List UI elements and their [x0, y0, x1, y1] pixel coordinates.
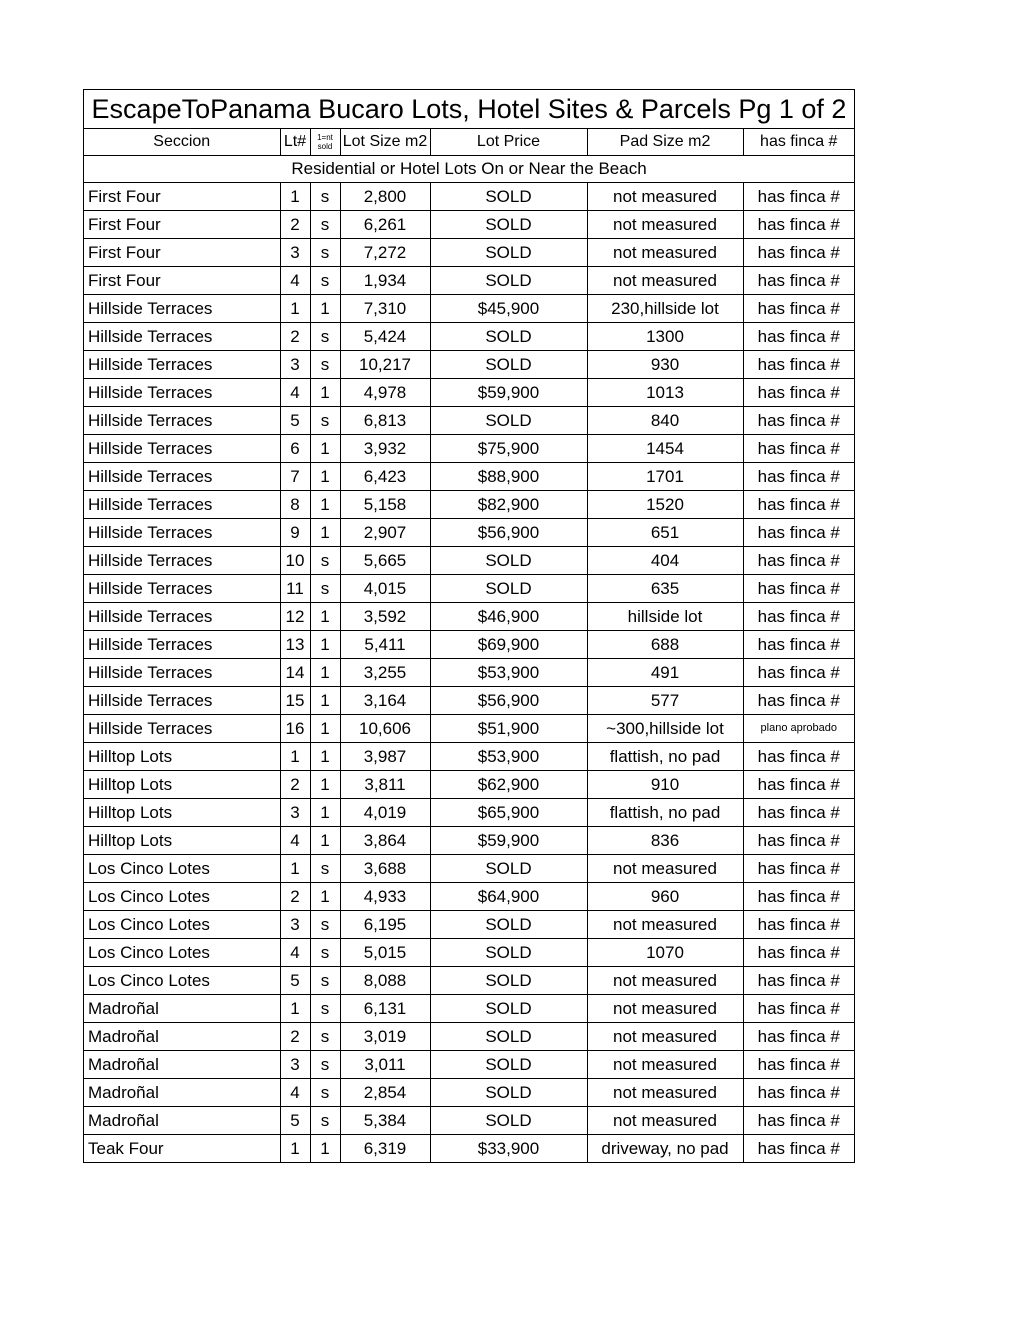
- cell-lot-number: 9: [280, 519, 310, 547]
- cell-seccion: Hillside Terraces: [84, 463, 280, 491]
- cell-lot-price: $64,900: [430, 883, 587, 911]
- cell-status: s: [310, 351, 340, 379]
- cell-pad-size: not measured: [587, 267, 743, 295]
- cell-lot-number: 5: [280, 407, 310, 435]
- table-row: [84, 771, 854, 799]
- cell-lot-number: 5: [280, 967, 310, 995]
- cell-status: 1: [310, 631, 340, 659]
- cell-lot-number: 2: [280, 211, 310, 239]
- section-banner: Residential or Hotel Lots On or Near the Beach: [84, 156, 854, 183]
- cell-lot-price: $53,900: [430, 743, 587, 771]
- cell-lot-size: 3,688: [340, 855, 430, 883]
- cell-lot-size: 6,261: [340, 211, 430, 239]
- table-row: [84, 939, 854, 967]
- cell-status: 1: [310, 827, 340, 855]
- table-row: [84, 1079, 854, 1107]
- cell-lot-number: 1: [280, 995, 310, 1023]
- cell-pad-size: 1520: [587, 491, 743, 519]
- cell-seccion: Hillside Terraces: [84, 603, 280, 631]
- cell-lot-size: 3,811: [340, 771, 430, 799]
- cell-seccion: First Four: [84, 183, 280, 211]
- cell-pad-size: 836: [587, 827, 743, 855]
- cell-lot-price: $46,900: [430, 603, 587, 631]
- cell-lot-price: SOLD: [430, 211, 587, 239]
- cell-lot-price: $75,900: [430, 435, 587, 463]
- cell-lot-number: 3: [280, 351, 310, 379]
- cell-lot-price: $56,900: [430, 687, 587, 715]
- cell-status: 1: [310, 1135, 340, 1163]
- cell-finca: has finca #: [743, 911, 854, 939]
- cell-lot-number: 10: [280, 547, 310, 575]
- cell-finca: has finca #: [743, 687, 854, 715]
- cell-lot-price: SOLD: [430, 939, 587, 967]
- cell-lot-number: 4: [280, 827, 310, 855]
- cell-seccion: Hilltop Lots: [84, 743, 280, 771]
- cell-lot-size: 2,854: [340, 1079, 430, 1107]
- cell-lot-size: 6,131: [340, 995, 430, 1023]
- cell-lot-price: SOLD: [430, 183, 587, 211]
- cell-lot-size: 4,933: [340, 883, 430, 911]
- cell-status: 1: [310, 687, 340, 715]
- table-row: [84, 519, 854, 547]
- cell-status: s: [310, 967, 340, 995]
- table-row: [84, 715, 854, 743]
- cell-lot-number: 15: [280, 687, 310, 715]
- cell-finca: has finca #: [743, 855, 854, 883]
- table-row: [84, 603, 854, 631]
- cell-status: s: [310, 407, 340, 435]
- cell-seccion: Hillside Terraces: [84, 519, 280, 547]
- cell-lot-price: SOLD: [430, 547, 587, 575]
- cell-finca: has finca #: [743, 1107, 854, 1135]
- cell-status: 1: [310, 659, 340, 687]
- cell-status: 1: [310, 771, 340, 799]
- cell-lot-price: SOLD: [430, 575, 587, 603]
- table-row: [84, 295, 854, 323]
- cell-pad-size: not measured: [587, 1107, 743, 1135]
- cell-pad-size: not measured: [587, 1051, 743, 1079]
- cell-lot-price: $69,900: [430, 631, 587, 659]
- table-row: [84, 743, 854, 771]
- cell-lot-number: 7: [280, 463, 310, 491]
- cell-lot-number: 1: [280, 1135, 310, 1163]
- table-row: [84, 211, 854, 239]
- cell-lot-size: 3,864: [340, 827, 430, 855]
- cell-status: s: [310, 855, 340, 883]
- cell-pad-size: 1701: [587, 463, 743, 491]
- cell-lot-size: 3,987: [340, 743, 430, 771]
- cell-pad-size: 404: [587, 547, 743, 575]
- cell-seccion: Hilltop Lots: [84, 771, 280, 799]
- cell-lot-price: $53,900: [430, 659, 587, 687]
- cell-status: s: [310, 911, 340, 939]
- cell-pad-size: not measured: [587, 967, 743, 995]
- cell-status: s: [310, 1079, 340, 1107]
- cell-status: 1: [310, 883, 340, 911]
- cell-finca: has finca #: [743, 1051, 854, 1079]
- cell-seccion: Hillside Terraces: [84, 547, 280, 575]
- cell-lot-number: 1: [280, 295, 310, 323]
- cell-lot-price: SOLD: [430, 967, 587, 995]
- cell-lot-number: 1: [280, 855, 310, 883]
- cell-seccion: Los Cinco Lotes: [84, 939, 280, 967]
- cell-lot-price: SOLD: [430, 407, 587, 435]
- cell-lot-size: 2,907: [340, 519, 430, 547]
- cell-pad-size: 1300: [587, 323, 743, 351]
- cell-status: 1: [310, 715, 340, 743]
- cell-finca: has finca #: [743, 939, 854, 967]
- cell-pad-size: not measured: [587, 183, 743, 211]
- cell-seccion: Madroñal: [84, 1051, 280, 1079]
- cell-pad-size: 577: [587, 687, 743, 715]
- cell-seccion: First Four: [84, 267, 280, 295]
- cell-seccion: Hillside Terraces: [84, 323, 280, 351]
- cell-pad-size: 1070: [587, 939, 743, 967]
- cell-lot-number: 14: [280, 659, 310, 687]
- cell-lot-size: 5,411: [340, 631, 430, 659]
- cell-status: 1: [310, 743, 340, 771]
- cell-status: s: [310, 575, 340, 603]
- table-row: [84, 379, 854, 407]
- cell-finca: plano aprobado: [743, 715, 854, 743]
- cell-lot-size: 8,088: [340, 967, 430, 995]
- header-status-bottom: sold: [317, 142, 333, 151]
- cell-pad-size: 688: [587, 631, 743, 659]
- cell-lot-size: 3,932: [340, 435, 430, 463]
- header-finca: has finca #: [743, 129, 854, 156]
- cell-seccion: First Four: [84, 239, 280, 267]
- cell-lot-price: SOLD: [430, 995, 587, 1023]
- cell-finca: has finca #: [743, 631, 854, 659]
- cell-lot-number: 1: [280, 743, 310, 771]
- cell-seccion: Hillside Terraces: [84, 687, 280, 715]
- cell-lot-price: $59,900: [430, 379, 587, 407]
- cell-lot-number: 16: [280, 715, 310, 743]
- table-row: [84, 575, 854, 603]
- cell-lot-number: 5: [280, 1107, 310, 1135]
- cell-lot-number: 12: [280, 603, 310, 631]
- cell-pad-size: 960: [587, 883, 743, 911]
- table-row: [84, 239, 854, 267]
- cell-status: s: [310, 1107, 340, 1135]
- cell-finca: has finca #: [743, 827, 854, 855]
- cell-seccion: Hillside Terraces: [84, 295, 280, 323]
- table-row: [84, 855, 854, 883]
- cell-finca: has finca #: [743, 379, 854, 407]
- cell-pad-size: hillside lot: [587, 603, 743, 631]
- cell-finca: has finca #: [743, 995, 854, 1023]
- cell-lot-number: 13: [280, 631, 310, 659]
- cell-status: s: [310, 995, 340, 1023]
- cell-lot-price: $51,900: [430, 715, 587, 743]
- cell-pad-size: 635: [587, 575, 743, 603]
- title-row: [84, 90, 854, 129]
- table-row: [84, 407, 854, 435]
- table-row: [84, 1135, 854, 1163]
- cell-lot-number: 1: [280, 183, 310, 211]
- header-status-top: 1=nt: [317, 133, 333, 142]
- cell-lot-price: $56,900: [430, 519, 587, 547]
- cell-finca: has finca #: [743, 883, 854, 911]
- cell-seccion: Hilltop Lots: [84, 799, 280, 827]
- cell-seccion: Los Cinco Lotes: [84, 967, 280, 995]
- table-row: [84, 323, 854, 351]
- table-row: [84, 883, 854, 911]
- cell-lot-price: $88,900: [430, 463, 587, 491]
- table-row: [84, 351, 854, 379]
- cell-seccion: Hillside Terraces: [84, 659, 280, 687]
- cell-lot-size: 3,592: [340, 603, 430, 631]
- table-row: [84, 967, 854, 995]
- cell-finca: has finca #: [743, 1023, 854, 1051]
- cell-lot-price: SOLD: [430, 1107, 587, 1135]
- cell-lot-size: 5,424: [340, 323, 430, 351]
- cell-pad-size: driveway, no pad: [587, 1135, 743, 1163]
- cell-pad-size: 230,hillside lot: [587, 295, 743, 323]
- table-row: [84, 827, 854, 855]
- cell-lot-size: 5,665: [340, 547, 430, 575]
- cell-lot-number: 2: [280, 883, 310, 911]
- table-row: [84, 435, 854, 463]
- header-lot-price: Lot Price: [430, 129, 587, 156]
- table-row: [84, 1051, 854, 1079]
- cell-pad-size: not measured: [587, 911, 743, 939]
- cell-seccion: Los Cinco Lotes: [84, 855, 280, 883]
- cell-seccion: Los Cinco Lotes: [84, 883, 280, 911]
- cell-finca: has finca #: [743, 407, 854, 435]
- cell-lot-size: 5,384: [340, 1107, 430, 1135]
- header-pad-size: Pad Size m2: [587, 129, 743, 156]
- cell-status: s: [310, 939, 340, 967]
- cell-finca: has finca #: [743, 519, 854, 547]
- cell-lot-price: $59,900: [430, 827, 587, 855]
- cell-seccion: Hillside Terraces: [84, 407, 280, 435]
- table-row: [84, 267, 854, 295]
- cell-lot-size: 1,934: [340, 267, 430, 295]
- cell-finca: has finca #: [743, 547, 854, 575]
- cell-seccion: Hillside Terraces: [84, 351, 280, 379]
- cell-seccion: Hilltop Lots: [84, 827, 280, 855]
- cell-lot-size: 4,978: [340, 379, 430, 407]
- cell-pad-size: not measured: [587, 211, 743, 239]
- table-row: [84, 659, 854, 687]
- cell-status: s: [310, 211, 340, 239]
- cell-finca: has finca #: [743, 463, 854, 491]
- cell-seccion: Madroñal: [84, 1023, 280, 1051]
- cell-seccion: Madroñal: [84, 1079, 280, 1107]
- cell-finca: has finca #: [743, 967, 854, 995]
- cell-lot-number: 4: [280, 267, 310, 295]
- cell-lot-size: 5,158: [340, 491, 430, 519]
- cell-finca: has finca #: [743, 267, 854, 295]
- header-lot-size: Lot Size m2: [340, 129, 430, 156]
- cell-finca: has finca #: [743, 491, 854, 519]
- cell-lot-price: SOLD: [430, 1023, 587, 1051]
- cell-lot-price: $45,900: [430, 295, 587, 323]
- cell-finca: has finca #: [743, 295, 854, 323]
- cell-pad-size: 840: [587, 407, 743, 435]
- cell-lot-number: 2: [280, 1023, 310, 1051]
- cell-lot-size: 4,019: [340, 799, 430, 827]
- cell-lot-size: 3,011: [340, 1051, 430, 1079]
- cell-status: s: [310, 1023, 340, 1051]
- cell-lot-number: 2: [280, 323, 310, 351]
- table-row: [84, 911, 854, 939]
- cell-seccion: Madroñal: [84, 995, 280, 1023]
- cell-status: 1: [310, 435, 340, 463]
- cell-lot-price: SOLD: [430, 1079, 587, 1107]
- table-row: [84, 1023, 854, 1051]
- cell-lot-size: 6,423: [340, 463, 430, 491]
- cell-status: s: [310, 547, 340, 575]
- cell-lot-size: 7,272: [340, 239, 430, 267]
- cell-lot-price: SOLD: [430, 351, 587, 379]
- cell-lot-price: $82,900: [430, 491, 587, 519]
- cell-lot-size: 10,606: [340, 715, 430, 743]
- cell-lot-number: 6: [280, 435, 310, 463]
- cell-lot-price: SOLD: [430, 239, 587, 267]
- cell-lot-price: $33,900: [430, 1135, 587, 1163]
- table-row: [84, 687, 854, 715]
- cell-seccion: Hillside Terraces: [84, 379, 280, 407]
- cell-lot-number: 8: [280, 491, 310, 519]
- cell-status: 1: [310, 799, 340, 827]
- cell-seccion: Hillside Terraces: [84, 715, 280, 743]
- header-status: [310, 129, 340, 156]
- cell-finca: has finca #: [743, 435, 854, 463]
- cell-seccion: Teak Four: [84, 1135, 280, 1163]
- cell-finca: has finca #: [743, 211, 854, 239]
- header-lot-number: Lt#: [280, 129, 310, 156]
- cell-pad-size: 910: [587, 771, 743, 799]
- cell-pad-size: not measured: [587, 855, 743, 883]
- cell-lot-number: 11: [280, 575, 310, 603]
- cell-finca: has finca #: [743, 771, 854, 799]
- cell-seccion: Hillside Terraces: [84, 491, 280, 519]
- cell-finca: has finca #: [743, 351, 854, 379]
- cell-lot-size: 3,019: [340, 1023, 430, 1051]
- cell-pad-size: 491: [587, 659, 743, 687]
- cell-lot-number: 4: [280, 939, 310, 967]
- table-row: [84, 1107, 854, 1135]
- cell-seccion: Madroñal: [84, 1107, 280, 1135]
- cell-lot-number: 3: [280, 239, 310, 267]
- cell-pad-size: 1013: [587, 379, 743, 407]
- cell-status: s: [310, 183, 340, 211]
- cell-lot-price: $65,900: [430, 799, 587, 827]
- cell-pad-size: flattish, no pad: [587, 799, 743, 827]
- cell-lot-price: SOLD: [430, 323, 587, 351]
- cell-finca: has finca #: [743, 1135, 854, 1163]
- cell-lot-size: 7,310: [340, 295, 430, 323]
- header-seccion: Seccion: [84, 129, 280, 156]
- cell-lot-price: SOLD: [430, 1051, 587, 1079]
- header-row: [84, 129, 854, 156]
- table-row: [84, 995, 854, 1023]
- cell-status: 1: [310, 491, 340, 519]
- cell-seccion: Hillside Terraces: [84, 435, 280, 463]
- cell-status: 1: [310, 463, 340, 491]
- cell-finca: has finca #: [743, 799, 854, 827]
- cell-finca: has finca #: [743, 239, 854, 267]
- cell-finca: has finca #: [743, 575, 854, 603]
- cell-lot-number: 4: [280, 379, 310, 407]
- cell-lot-price: SOLD: [430, 911, 587, 939]
- cell-lot-size: 4,015: [340, 575, 430, 603]
- cell-pad-size: 1454: [587, 435, 743, 463]
- cell-lot-number: 3: [280, 799, 310, 827]
- cell-status: s: [310, 1051, 340, 1079]
- cell-lot-number: 3: [280, 1051, 310, 1079]
- cell-pad-size: 930: [587, 351, 743, 379]
- table-row: [84, 463, 854, 491]
- cell-lot-number: 2: [280, 771, 310, 799]
- cell-pad-size: ~300,hillside lot: [587, 715, 743, 743]
- cell-status: s: [310, 323, 340, 351]
- cell-pad-size: not measured: [587, 1079, 743, 1107]
- lots-sheet: [83, 89, 855, 1163]
- cell-pad-size: not measured: [587, 1023, 743, 1051]
- cell-lot-size: 3,255: [340, 659, 430, 687]
- cell-pad-size: 651: [587, 519, 743, 547]
- table-row: [84, 631, 854, 659]
- table-row: [84, 491, 854, 519]
- cell-status: 1: [310, 603, 340, 631]
- cell-seccion: Los Cinco Lotes: [84, 911, 280, 939]
- lots-table: [84, 90, 854, 1162]
- cell-finca: has finca #: [743, 603, 854, 631]
- page-title: EscapeToPanama Bucaro Lots, Hotel Sites & Parcels Pg 1 of 2: [84, 90, 854, 129]
- cell-seccion: Hillside Terraces: [84, 631, 280, 659]
- cell-lot-size: 6,813: [340, 407, 430, 435]
- cell-lot-price: SOLD: [430, 267, 587, 295]
- cell-status: 1: [310, 519, 340, 547]
- cell-lot-size: 6,195: [340, 911, 430, 939]
- cell-status: 1: [310, 379, 340, 407]
- cell-pad-size: flattish, no pad: [587, 743, 743, 771]
- cell-pad-size: not measured: [587, 239, 743, 267]
- cell-seccion: Hillside Terraces: [84, 575, 280, 603]
- cell-status: s: [310, 239, 340, 267]
- cell-finca: has finca #: [743, 659, 854, 687]
- cell-lot-size: 3,164: [340, 687, 430, 715]
- cell-seccion: First Four: [84, 211, 280, 239]
- cell-lot-size: 2,800: [340, 183, 430, 211]
- cell-lot-price: $62,900: [430, 771, 587, 799]
- cell-lot-price: SOLD: [430, 855, 587, 883]
- cell-finca: has finca #: [743, 323, 854, 351]
- cell-lot-size: 6,319: [340, 1135, 430, 1163]
- cell-lot-size: 5,015: [340, 939, 430, 967]
- cell-finca: has finca #: [743, 1079, 854, 1107]
- cell-lot-size: 10,217: [340, 351, 430, 379]
- cell-finca: has finca #: [743, 743, 854, 771]
- section-banner-row: [84, 156, 854, 183]
- table-row: [84, 183, 854, 211]
- cell-status: s: [310, 267, 340, 295]
- table-row: [84, 799, 854, 827]
- cell-status: 1: [310, 295, 340, 323]
- cell-lot-number: 4: [280, 1079, 310, 1107]
- cell-finca: has finca #: [743, 183, 854, 211]
- cell-lot-number: 3: [280, 911, 310, 939]
- cell-pad-size: not measured: [587, 995, 743, 1023]
- table-row: [84, 547, 854, 575]
